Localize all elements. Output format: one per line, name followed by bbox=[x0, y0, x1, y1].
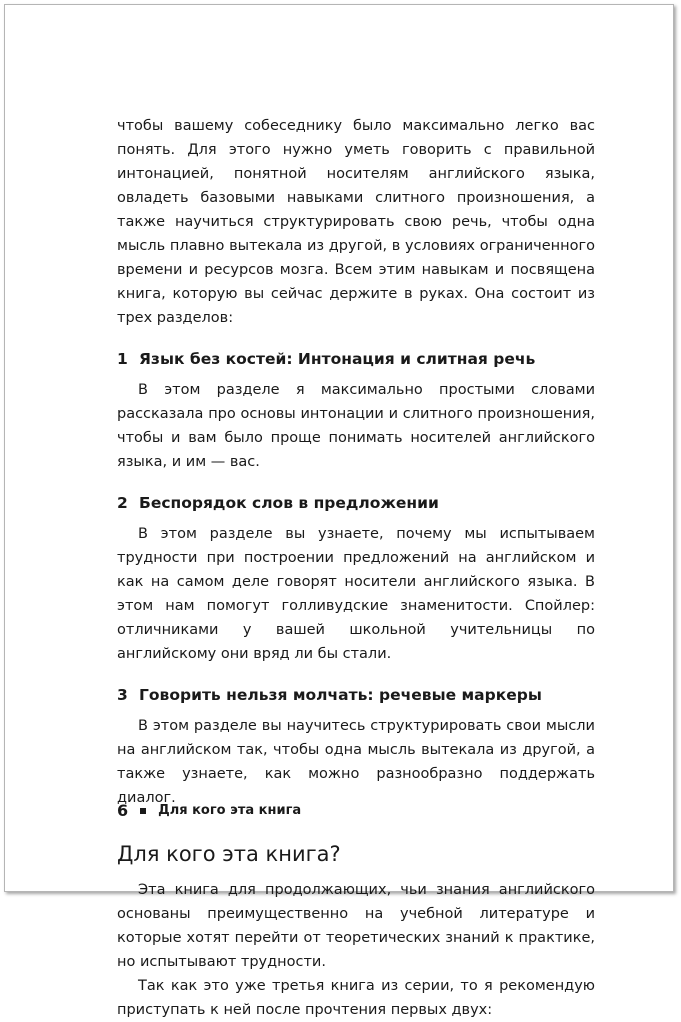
section-text: В этом разделе вы узнаете, почему мы испытываем трудности при построении предложений на английском и как на самом деле говорят носители английского языка. В этом нам помогут голливудские знаменитости. Спойлер: отличниками у вашей школьной учительницы по английскому они вряд ли бы стали. bbox=[117, 526, 595, 662]
section-number: 3 bbox=[117, 686, 128, 704]
section-title: Язык без костей: Интонация и слитная речь bbox=[139, 350, 536, 368]
running-title: Для кого эта книга bbox=[158, 803, 302, 818]
section-text: В этом разделе вы научитесь структурировать свои мысли на английском так, чтобы одна мысль вытекала из другой, а также узнаете, как можно разнообразно поддержать диалог. bbox=[117, 718, 595, 806]
chapter-heading: Для кого эта книга? bbox=[117, 842, 341, 866]
intro-paragraph: чтобы вашему собеседнику было максимально легко вас понять. Для этого нужно уметь говорить с правильной интонацией, понятной носителям английского языка, овладеть базовыми навыками слитного произношения, а также научиться структурировать свою речь, чтобы одна мысль плавно вытекала из другой, в условиях ограниченного времени и ресурсов мозга. Всем этим навыкам и посвящена книга, которую вы сейчас держите в руках. Она состоит из трех разделов: bbox=[117, 118, 595, 326]
section-1 bbox=[117, 348, 595, 474]
section-number: 2 bbox=[117, 494, 128, 512]
section-heading bbox=[117, 348, 595, 370]
chapter-paragraph: Эта книга для продолжающих, чьи знания английского основаны преимущественно на учебной литературе и которые хотят перейти от теоретических знаний к практике, но испытывают трудности. bbox=[117, 882, 595, 970]
page-footer bbox=[117, 801, 301, 820]
section-title: Беспорядок слов в предложении bbox=[139, 494, 439, 512]
section-heading bbox=[117, 492, 595, 514]
chapter-paragraph: Так как это уже третья книга из серии, то я рекомендую приступать к ней после прочтения первых двух: bbox=[117, 978, 595, 1018]
section-heading bbox=[117, 684, 595, 706]
section-text: В этом разделе я максимально простыми словами рассказала про основы интонации и слитного произношения, чтобы и вам было проще понимать носителей английского языка, и им — вас. bbox=[117, 382, 595, 470]
square-bullet-icon bbox=[140, 808, 146, 814]
section-2 bbox=[117, 492, 595, 666]
section-title: Говорить нельзя молчать: речевые маркеры bbox=[139, 686, 542, 704]
page-number: 6 bbox=[117, 801, 129, 820]
page-content bbox=[117, 114, 595, 1022]
section-number: 1 bbox=[117, 350, 128, 368]
section-3 bbox=[117, 684, 595, 810]
